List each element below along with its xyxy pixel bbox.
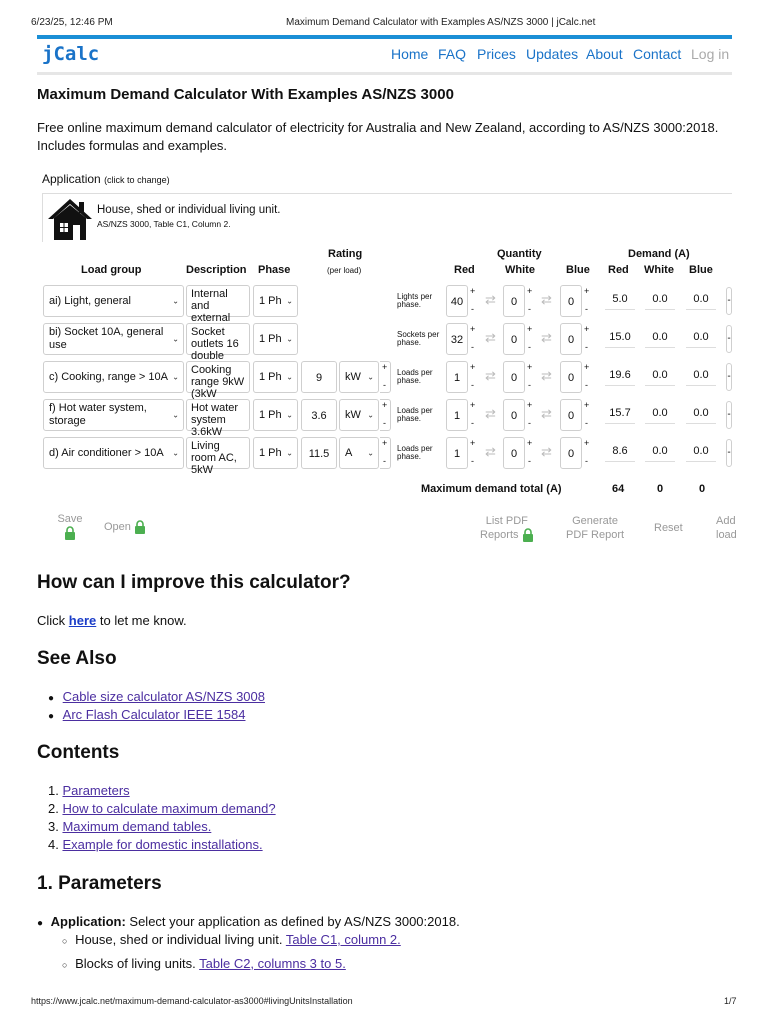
header-demand-white: White <box>644 264 674 276</box>
description-field[interactable]: Living room AC, 5kW <box>186 437 250 469</box>
decrement-button[interactable]: - <box>383 418 386 428</box>
contents-link-tables[interactable]: Maximum demand tables. <box>62 819 212 834</box>
chevron-down-icon: ⌄ <box>286 334 293 344</box>
add-load-button[interactable] <box>716 514 737 542</box>
swap-arrows-icon[interactable]: ⇄ <box>541 292 552 307</box>
demand-white: 0.0 <box>652 445 668 457</box>
header-demand: Demand (A) <box>628 248 690 260</box>
reset-button[interactable]: Reset <box>654 522 683 534</box>
bullet: ● <box>48 711 55 722</box>
load-group-value: ai) Light, general <box>49 294 131 307</box>
circle-bullet: ○ <box>62 960 68 970</box>
increment-button[interactable]: + <box>527 286 533 296</box>
nav-prices[interactable]: Prices <box>477 46 516 62</box>
remove-row-button[interactable]: - <box>726 439 732 467</box>
rating-stepper[interactable] <box>380 361 391 393</box>
unit-value: kW <box>345 408 361 421</box>
total-label: Maximum demand total (A) <box>421 483 562 495</box>
phase-select[interactable] <box>253 285 298 317</box>
increment-button[interactable]: + <box>584 400 590 410</box>
remove-row-button[interactable]: - <box>726 363 732 391</box>
divider <box>645 423 675 424</box>
load-group-value: d) Air conditioner > 10A <box>49 446 164 459</box>
demand-red: 15.0 <box>609 331 631 343</box>
quantity-unit-label: Loads per phase. <box>397 406 433 423</box>
list-pdf-reports-button[interactable] <box>480 514 534 542</box>
demand-blue: 0.0 <box>693 331 709 343</box>
header-qty-white: White <box>505 264 535 276</box>
increment-button[interactable]: + <box>584 438 590 448</box>
chevron-down-icon: ⌄ <box>367 410 374 420</box>
increment-button[interactable]: + <box>382 438 388 448</box>
contents-link-example[interactable]: Example for domestic installations. <box>62 837 263 852</box>
lock-icon <box>64 526 76 540</box>
parameter-application-text: Select your application as defined by AS/NZS 3000:2018. <box>129 914 460 929</box>
chevron-down-icon: ⌄ <box>367 448 374 458</box>
swap-arrows-icon[interactable]: ⇄ <box>485 406 496 421</box>
total-red: 64 <box>612 483 625 495</box>
quantity-red-input[interactable]: 1 <box>446 399 468 431</box>
divider <box>645 347 675 348</box>
generate-pdf-button[interactable] <box>566 514 624 542</box>
header-qty-red: Red <box>454 264 475 276</box>
chevron-down-icon: ⌄ <box>286 372 293 382</box>
demand-white: 0.0 <box>652 331 668 343</box>
chevron-down-icon: ⌄ <box>367 372 374 382</box>
decrement-button[interactable]: - <box>471 304 474 314</box>
swap-arrows-icon[interactable]: ⇄ <box>485 330 496 345</box>
description-field[interactable]: Cooking range 9kW (3kW <box>186 361 250 393</box>
application-hint: (click to change) <box>104 175 170 185</box>
parameter-application <box>37 914 460 929</box>
divider <box>686 385 716 386</box>
divider <box>605 385 635 386</box>
divider <box>686 309 716 310</box>
save-label: Save <box>57 513 83 525</box>
swap-arrows-icon[interactable]: ⇄ <box>541 330 552 345</box>
header-load-group: Load group <box>81 264 142 276</box>
chevron-down-icon: ⌄ <box>172 448 179 458</box>
demand-white: 0.0 <box>652 293 668 305</box>
load-group-value: f) Hot water system, storage <box>49 402 147 427</box>
divider <box>686 461 716 462</box>
contents-item: 3. Maximum demand tables. <box>48 819 212 834</box>
remove-row-button[interactable]: - <box>726 287 732 315</box>
divider <box>645 309 675 310</box>
swap-arrows-icon[interactable]: ⇄ <box>485 444 496 459</box>
bullet: ● <box>37 918 44 929</box>
phase-select[interactable] <box>253 399 298 431</box>
improve-click: Click <box>37 613 66 628</box>
quantity-red-input[interactable]: 1 <box>446 361 468 393</box>
contents-link-how-to[interactable]: How to calculate maximum demand? <box>62 801 276 816</box>
decrement-button[interactable]: - <box>585 342 588 352</box>
description-field[interactable]: Hot water system 3.6kW <box>186 399 250 431</box>
header-rating: Rating <box>328 248 363 260</box>
quantity-unit-label: Loads per phase. <box>397 368 433 385</box>
increment-button[interactable]: + <box>470 362 476 372</box>
total-blue: 0 <box>699 483 706 495</box>
add-label-2: load <box>716 529 737 541</box>
phase-select[interactable] <box>253 361 298 393</box>
contents-item: 4. Example for domestic installations. <box>48 837 263 852</box>
circle-bullet: ○ <box>62 936 68 946</box>
decrement-button[interactable]: - <box>585 380 588 390</box>
rating-input[interactable]: 11.5 <box>301 437 337 469</box>
lock-icon <box>522 528 534 542</box>
decrement-button[interactable]: - <box>471 342 474 352</box>
decrement-button[interactable]: - <box>383 380 386 390</box>
navbar <box>37 39 732 72</box>
increment-button[interactable]: + <box>527 362 533 372</box>
chevron-down-icon: ⌄ <box>286 296 293 306</box>
quantity-white-input[interactable]: 0 <box>503 285 525 317</box>
chevron-down-icon: ⌄ <box>172 410 179 420</box>
application-selector[interactable] <box>42 193 732 242</box>
parameter-sub-item <box>62 956 346 971</box>
increment-button[interactable]: + <box>584 286 590 296</box>
quantity-blue-input[interactable]: 0 <box>560 361 582 393</box>
demand-blue: 0.0 <box>693 407 709 419</box>
phase-value: 1 Ph <box>259 294 282 307</box>
nav-contact[interactable]: Contact <box>633 46 682 62</box>
description-field[interactable]: Socket outlets 16 double <box>186 323 250 355</box>
demand-white: 0.0 <box>652 407 668 419</box>
quantity-unit-label: Lights per phase. <box>397 292 433 309</box>
swap-arrows-icon[interactable]: ⇄ <box>541 444 552 459</box>
swap-arrows-icon[interactable]: ⇄ <box>541 368 552 383</box>
decrement-button[interactable]: - <box>585 456 588 466</box>
feedback-link[interactable]: here <box>68 613 97 628</box>
nav-login[interactable]: Log in <box>691 46 730 62</box>
print-datetime: 6/23/25, 12:46 PM <box>31 17 113 28</box>
list-pdf-label-2: Reports <box>480 529 519 541</box>
quantity-red-input[interactable]: 32 <box>446 323 468 355</box>
load-group-value: c) Cooking, range > 10A <box>49 370 168 383</box>
demand-red: 8.6 <box>612 445 628 457</box>
phase-value: 1 Ph <box>259 446 282 459</box>
site-logo[interactable]: jCalc <box>42 43 100 65</box>
remove-row-button[interactable]: - <box>726 325 732 353</box>
bullet: ● <box>48 693 55 704</box>
load-group-value: bi) Socket 10A, general use <box>49 326 164 351</box>
see-also-item <box>48 689 265 704</box>
increment-button[interactable]: + <box>470 324 476 334</box>
header-demand-red: Red <box>608 264 629 276</box>
demand-red: 5.0 <box>612 293 628 305</box>
decrement-button[interactable]: - <box>471 380 474 390</box>
demand-white: 0.0 <box>652 369 668 381</box>
contents-item: 1. Parameters <box>48 783 130 798</box>
chevron-down-icon: ⌄ <box>172 334 179 344</box>
phase-value: 1 Ph <box>259 332 282 345</box>
nav-updates[interactable]: Updates <box>526 46 579 62</box>
demand-blue: 0.0 <box>693 369 709 381</box>
header-demand-blue: Blue <box>689 264 713 276</box>
rating-stepper[interactable] <box>380 437 391 469</box>
rating-input[interactable]: 9 <box>301 361 337 393</box>
divider <box>686 423 716 424</box>
divider <box>605 347 635 348</box>
increment-button[interactable]: + <box>584 324 590 334</box>
header-qty-blue: Blue <box>566 264 590 276</box>
load-group-select[interactable] <box>43 361 184 393</box>
contents-link-parameters[interactable]: Parameters <box>62 783 130 798</box>
remove-row-button[interactable]: - <box>726 401 732 429</box>
table-c1-link[interactable]: Table C1, column 2. <box>285 932 401 947</box>
phase-select[interactable] <box>253 323 298 355</box>
quantity-red-input[interactable]: 1 <box>446 437 468 469</box>
total-white: 0 <box>657 483 664 495</box>
sub1-text: House, shed or individual living unit. <box>75 932 283 947</box>
description-field[interactable]: Internal and external <box>186 285 250 317</box>
swap-arrows-icon[interactable]: ⇄ <box>485 292 496 307</box>
phase-value: 1 Ph <box>259 408 282 421</box>
list-pdf-label-1: List PDF <box>485 515 528 527</box>
see-also-item <box>48 707 245 722</box>
increment-button[interactable]: + <box>382 362 388 372</box>
unit-select[interactable] <box>339 437 379 469</box>
quantity-red-input[interactable]: 40 <box>446 285 468 317</box>
demand-blue: 0.0 <box>693 445 709 457</box>
increment-button[interactable]: + <box>527 438 533 448</box>
sub2-text: Blocks of living units. <box>75 956 196 971</box>
divider <box>686 347 716 348</box>
phase-value: 1 Ph <box>259 370 282 383</box>
chevron-down-icon: ⌄ <box>286 448 293 458</box>
page-intro: Free online maximum demand calculator of electricity for Australia and New Zealand, according to AS/NZS 3000:2018. Includes formulas and examples. <box>37 120 719 153</box>
quantity-blue-input[interactable]: 0 <box>560 323 582 355</box>
page-title: Maximum Demand Calculator With Examples AS/NZS 3000 <box>37 86 454 103</box>
quantity-white-input[interactable]: 0 <box>503 361 525 393</box>
decrement-button[interactable]: - <box>585 304 588 314</box>
demand-red: 19.6 <box>609 369 631 381</box>
decrement-button[interactable]: - <box>528 456 531 466</box>
divider <box>645 385 675 386</box>
quantity-unit-label: Loads per phase. <box>397 444 433 461</box>
print-footer-url: https://www.jcalc.net/maximum-demand-calculator-as3000#livingUnitsInstallation <box>31 996 353 1006</box>
parameter-sub-item <box>62 932 401 947</box>
open-button[interactable] <box>104 520 146 534</box>
contents-item: 2. How to calculate maximum demand? <box>48 801 276 816</box>
divider <box>605 309 635 310</box>
application-reference: AS/NZS 3000, Table C1, Column 2. <box>97 219 231 229</box>
header-per-load: (per load) <box>327 266 362 275</box>
quantity-white-input[interactable]: 0 <box>503 399 525 431</box>
increment-button[interactable]: + <box>470 400 476 410</box>
quantity-white-input[interactable]: 0 <box>503 323 525 355</box>
application-label-text: Application <box>42 172 101 186</box>
increment-button[interactable]: + <box>470 286 476 296</box>
load-group-select[interactable] <box>43 437 184 469</box>
navbar-divider <box>37 72 732 75</box>
table-c2-link[interactable]: Table C2, columns 3 to 5. <box>199 956 346 971</box>
arc-flash-link[interactable]: Arc Flash Calculator IEEE 1584 <box>62 707 246 722</box>
increment-button[interactable]: + <box>527 400 533 410</box>
generate-label-1: Generate <box>572 515 618 527</box>
nav-about[interactable]: About <box>586 46 623 62</box>
increment-button[interactable]: + <box>382 400 388 410</box>
parameter-application-label: Application: <box>50 914 126 929</box>
improve-rest: to let me know. <box>99 613 187 628</box>
decrement-button[interactable]: - <box>471 456 474 466</box>
increment-button[interactable]: + <box>470 438 476 448</box>
nav-home[interactable]: Home <box>391 46 429 62</box>
increment-button[interactable]: + <box>584 362 590 372</box>
divider <box>605 423 635 424</box>
add-label-1: Add <box>716 515 736 527</box>
load-group-select[interactable] <box>43 399 184 431</box>
load-group-select[interactable] <box>43 285 184 317</box>
unit-select[interactable] <box>339 399 379 431</box>
decrement-button[interactable]: - <box>471 418 474 428</box>
header-phase: Phase <box>258 264 291 276</box>
quantity-blue-input[interactable]: 0 <box>560 399 582 431</box>
decrement-button[interactable]: - <box>528 380 531 390</box>
rating-stepper[interactable] <box>380 399 391 431</box>
application-label <box>42 172 170 186</box>
decrement-button[interactable]: - <box>528 342 531 352</box>
demand-blue: 0.0 <box>693 293 709 305</box>
header-description: Description <box>186 264 247 276</box>
chevron-down-icon: ⌄ <box>172 296 179 306</box>
rating-input[interactable]: 3.6 <box>301 399 337 431</box>
cable-size-link[interactable]: Cable size calculator AS/NZS 3008 <box>62 689 265 704</box>
divider <box>605 461 635 462</box>
house-icon <box>47 197 93 244</box>
contents-heading: Contents <box>37 742 120 763</box>
increment-button[interactable]: + <box>527 324 533 334</box>
improve-text <box>37 613 187 628</box>
decrement-button[interactable]: - <box>528 304 531 314</box>
print-page-title: Maximum Demand Calculator with Examples AS/NZS 3000 | jCalc.net <box>286 17 596 28</box>
quantity-blue-input[interactable]: 0 <box>560 285 582 317</box>
improve-heading: How can I improve this calculator? <box>37 572 351 593</box>
demand-red: 15.7 <box>609 407 631 419</box>
print-footer-page: 1/7 <box>724 996 737 1006</box>
unit-value: kW <box>345 370 361 383</box>
lock-icon <box>134 520 146 534</box>
swap-arrows-icon[interactable]: ⇄ <box>485 368 496 383</box>
header-quantity: Quantity <box>497 248 542 260</box>
open-label: Open <box>104 521 131 533</box>
generate-label-2: PDF Report <box>566 529 625 541</box>
quantity-unit-label: Sockets per phase. <box>397 330 440 347</box>
chevron-down-icon: ⌄ <box>172 372 179 382</box>
phase-select[interactable] <box>253 437 298 469</box>
see-also-heading: See Also <box>37 648 117 669</box>
decrement-button[interactable]: - <box>585 418 588 428</box>
quantity-white-input[interactable]: 0 <box>503 437 525 469</box>
swap-arrows-icon[interactable]: ⇄ <box>541 406 552 421</box>
load-group-select[interactable] <box>43 323 184 355</box>
unit-select[interactable] <box>339 361 379 393</box>
chevron-down-icon: ⌄ <box>286 410 293 420</box>
unit-value: A <box>345 446 353 459</box>
decrement-button[interactable]: - <box>528 418 531 428</box>
divider <box>645 461 675 462</box>
nav-faq[interactable]: FAQ <box>438 46 467 62</box>
application-name: House, shed or individual living unit. <box>97 204 281 216</box>
decrement-button[interactable]: - <box>383 456 386 466</box>
quantity-blue-input[interactable]: 0 <box>560 437 582 469</box>
save-button[interactable] <box>56 512 84 540</box>
parameters-heading: 1. Parameters <box>37 873 162 894</box>
